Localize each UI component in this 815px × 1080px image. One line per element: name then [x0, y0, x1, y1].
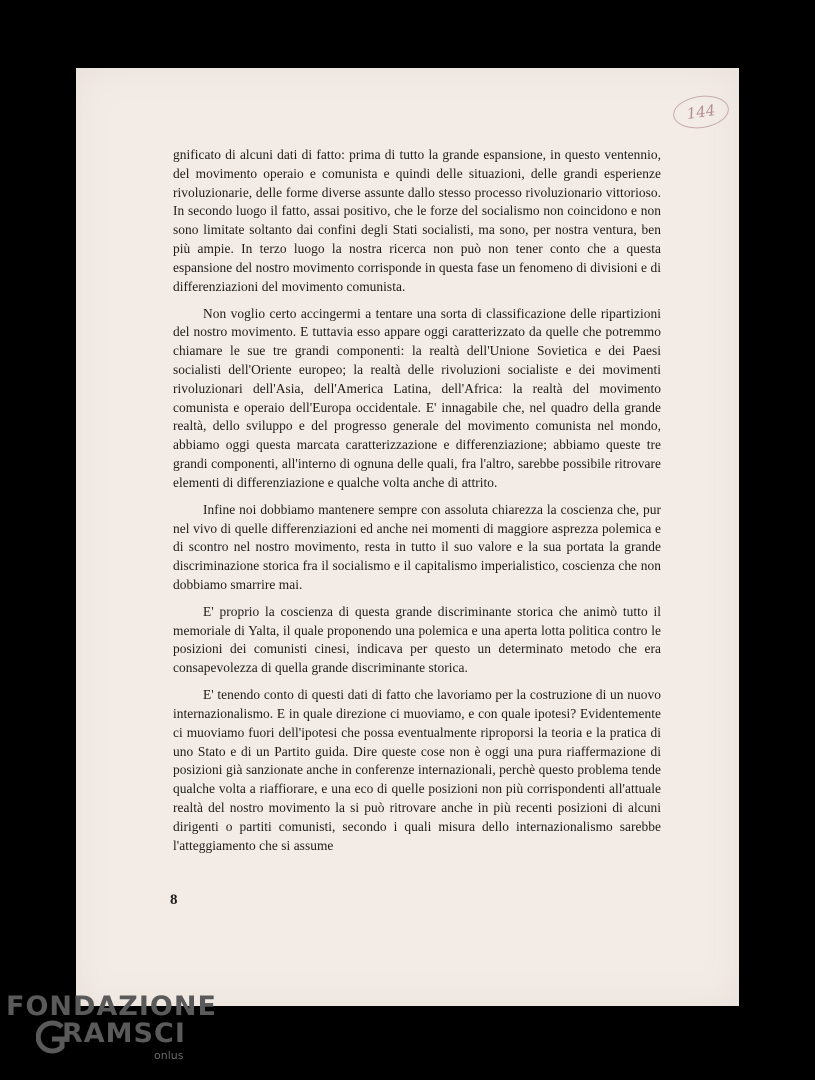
paragraph-4: E' proprio la coscienza di questa grande discriminante storica che animò tutto il memoriale di Yalta, il quale proponendo una polemica e una aperta lotta politica contro le posizioni dei comunisti cinesi, indicava per questo un determinato metodo che era consapevolezza di quella grande discriminante storica.	[173, 603, 661, 676]
paragraph-2: Non voglio certo accingermi a tentare una sorta di classificazione delle ripartizioni del nostro movimento. E tuttavia esso appare oggi caratterizzato da quelle che potremmo chiamare le sue tre grandi componenti: la realtà dell'Unione Sovietica e dei Paesi socialisti dell'Oriente europeo; la realtà delle rivoluzioni socialiste e dei movimenti rivoluzionari dell'Asia, dell'America Latina, dell'Africa: la realtà del movimento comunista e operaio dell'Europa occidentale. E' innagabile che, nel quadro della grande realtà, dello sviluppo e del progresso generale del movimento comunista nel mondo, abbiamo oggi questa marcata caratterizzazione e differenziazione; abbiamo queste tre grandi componenti, all'interno di ognuna delle quali, fra l'altro, sarebbe possibile ritrovare elementi di differenziazione e qualche volta anche di attrito.	[173, 305, 661, 490]
logo-line-1: FONDAZIONE	[6, 991, 217, 1022]
handwritten-page-annotation: 144	[671, 92, 731, 131]
page-number: 8	[170, 892, 178, 908]
logo-line-2: RAMSCI	[62, 1018, 186, 1049]
paragraph-3: Infine noi dobbiamo mantenere sempre con assoluta chiarezza la coscienza che, pur nel vivo di quelle differenziazioni ed anche nei momenti di maggiore asprezza polemica e di scontro nel nostro movimento, resta in tutto il suo valore e la sua portata la grande discriminazione storica fra il socialismo e il capitalismo imperialistico, coscienza che non dobbiamo smarrire mai.	[173, 501, 661, 592]
fondazione-gramsci-logo	[6, 991, 217, 1071]
paragraph-5: E' tenendo conto di questi dati di fatto che lavoriamo per la costruzione di un nuovo internazionalismo. E in quale direzione ci muoviamo, e con quale ipotesi? Evidentemente ci muoviamo fuori dell'ipotesi che possa eventualmente riproporsi la teoria e la pratica di uno Stato e di un Partito guida. Dire queste cose non è oggi una pura riaffermazione di posizioni già sanzionate anche in conferenze internazionali, perchè questo problema tende qualche volta a riaffiorare, e una eco di quelle posizioni non più corrispondenti all'attuale realtà del nostro movimento la si può ritrovare anche in più recenti posizioni di alcuni dirigenti o partiti comunisti, secondo i quali misura dello internazionalismo sarebbe l'atteggiamento che si assume	[173, 687, 661, 853]
logo-suffix: onlus	[154, 1049, 184, 1062]
body-text	[173, 146, 661, 864]
document-page	[76, 68, 739, 1006]
paragraph-1: gnificato di alcuni dati di fatto: prima di tutto la grande espansione, in questo ventennio, del movimento operaio e comunista e quindi delle situazioni, delle grandi esperienze rivoluzionarie, delle forme diverse assunte dallo stesso processo rivoluzionario vittorioso. In secondo luogo il fatto, assai positivo, che le forze del socialismo non coincidono e non sono limitate soltanto dai confini degli Stati socialisti, ma sono, per nostra ventura, ben più ampie. In terzo luogo la nostra ricerca non può non tener conto che a questa espansione del nostro movimento corrisponde in questa fase un fenomeno di divisioni e di differenziazioni del movimento comunista.	[173, 147, 661, 294]
